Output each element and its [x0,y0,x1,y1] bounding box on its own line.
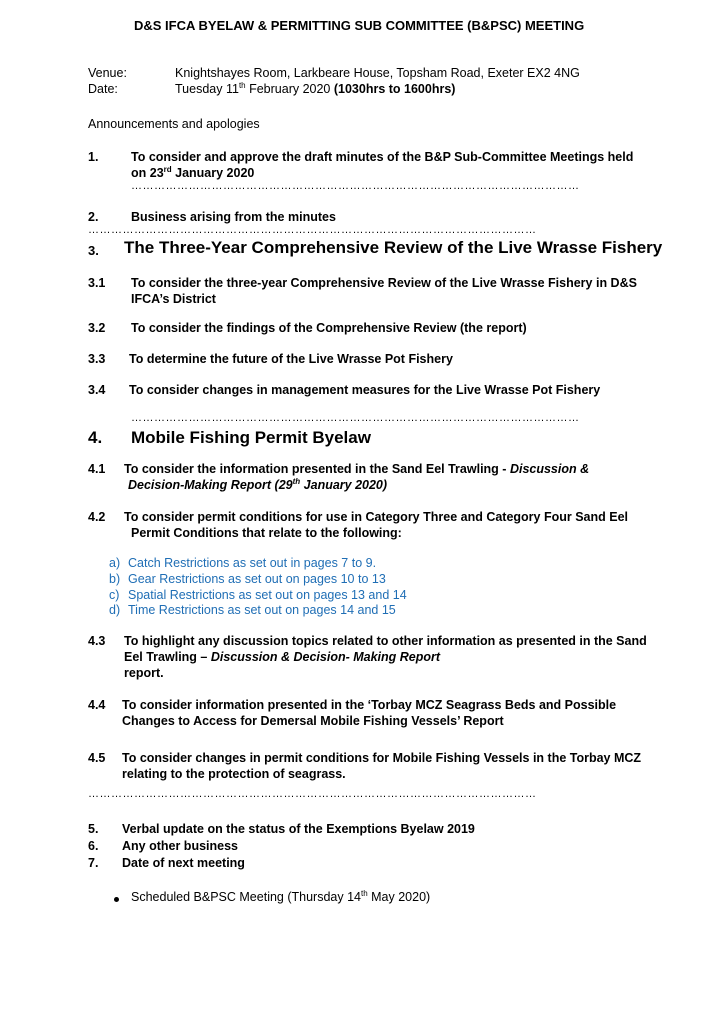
item-4-2-text: To consider permit conditions for use in Category Three and Category Four Sand Eel [124,510,629,524]
item-3-1-number: 3.1 [88,276,106,290]
item-4-2-text-line2: Permit Conditions that relate to the following: [131,526,402,540]
next-meeting-text: Scheduled B&PSC Meeting (Thursday 14th May 2020) [131,888,431,904]
section-3-number: 3. [88,243,99,258]
item-4-4-number: 4.4 [88,698,106,712]
section-3-heading: The Three-Year Comprehensive Review of the Live Wrasse Fishery [124,238,663,257]
sub-item-gear: Gear Restrictions as set out on pages 10 to 13 [128,572,386,586]
item-7-number: 7. [88,856,99,870]
item-4-5-text-line2: relating to the protection of seagrass. [122,767,346,781]
item-4-4-text-line2: Changes to Access for Demersal Mobile Fishing Vessels’ Report [122,714,504,728]
sub-item-letter: a) [109,556,121,570]
item-5-text: Verbal update on the status of the Exemptions Byelaw 2019 [122,822,475,836]
venue-value: Knightshayes Room, Larkbeare House, Topsham Road, Exeter EX2 4NG [175,66,580,80]
sub-item-time: Time Restrictions as set out on pages 14 and 15 [128,603,396,617]
divider-dots: ……………………………………………………………………………………………………… [131,180,580,192]
section-4-number: 4. [88,428,103,447]
item-3-1-text: To consider the three-year Comprehensive Review of the Live Wrasse Fishery in D&S [131,276,637,290]
item-4-5-text: To consider changes in permit conditions for Mobile Fishing Vessels in the Torbay MCZ [122,751,642,765]
item-3-2-number: 3.2 [88,321,106,335]
item-4-3-text-line2: Eel Trawling – Discussion & Decision- Making Report [124,650,441,664]
sub-item-letter: b) [109,572,121,586]
sub-item-spatial: Spatial Restrictions as set out on pages 13 and 14 [128,588,407,602]
item-4-3-number: 4.3 [88,634,106,648]
item-4-5-number: 4.5 [88,751,106,765]
item-4-3-text: To highlight any discussion topics related to other information as presented in the Sand [124,634,647,648]
section-4-heading: Mobile Fishing Permit Byelaw [131,428,371,447]
item-1-text: To consider and approve the draft minutes of the B&P Sub-Committee Meetings held [131,150,634,164]
item-3-4-text: To consider changes in management measures for the Live Wrasse Pot Fishery [129,383,601,397]
item-3-1-text-line2: IFCA’s District [131,292,216,306]
divider-dots: ……………………………………………………………………………………………………… [88,224,537,236]
sub-item-letter: d) [109,603,121,617]
item-4-4-text: To consider information presented in the ‘Torbay MCZ Seagrass Beds and Possible [122,698,617,712]
divider-dots: ……………………………………………………………………………………………………… [88,788,537,800]
item-2-text: Business arising from the minutes [131,210,336,224]
item-3-4-number: 3.4 [88,383,106,397]
sub-item-catch: Catch Restrictions as set out in pages 7 to 9. [128,556,377,570]
venue-label: Venue: [88,66,127,80]
item-4-1-text-line2: Decision-Making Report (29th January 2020) [128,476,388,492]
bullet-icon [114,897,119,902]
item-4-3-text-line3: report. [124,666,164,680]
item-1-number: 1. [88,150,99,164]
sub-item-letter: c) [109,588,120,602]
item-3-2-text: To consider the findings of the Comprehensive Review (the report) [131,321,527,335]
date-label: Date: [88,82,118,96]
divider-dots: ……………………………………………………………………………………………………… [131,412,580,424]
date-value: Tuesday 11th February 2020 (1030hrs to 1600hrs) [175,80,456,96]
item-6-number: 6. [88,839,99,853]
item-6-text: Any other business [122,839,238,853]
item-5-number: 5. [88,822,99,836]
item-4-2-number: 4.2 [88,510,106,524]
item-7-text: Date of next meeting [122,856,245,870]
item-3-3-number: 3.3 [88,352,106,366]
item-1-text-line2: on 23rd January 2020 [131,164,255,180]
announcements-heading: Announcements and apologies [88,117,260,131]
page-title: D&S IFCA BYELAW & PERMITTING SUB COMMITTEE (B&PSC) MEETING [134,18,585,33]
item-4-1-text: To consider the information presented in the Sand Eel Trawling - Discussion & [124,462,590,476]
item-3-3-text: To determine the future of the Live Wrasse Pot Fishery [129,352,453,366]
item-2-number: 2. [88,210,99,224]
item-4-1-number: 4.1 [88,462,106,476]
